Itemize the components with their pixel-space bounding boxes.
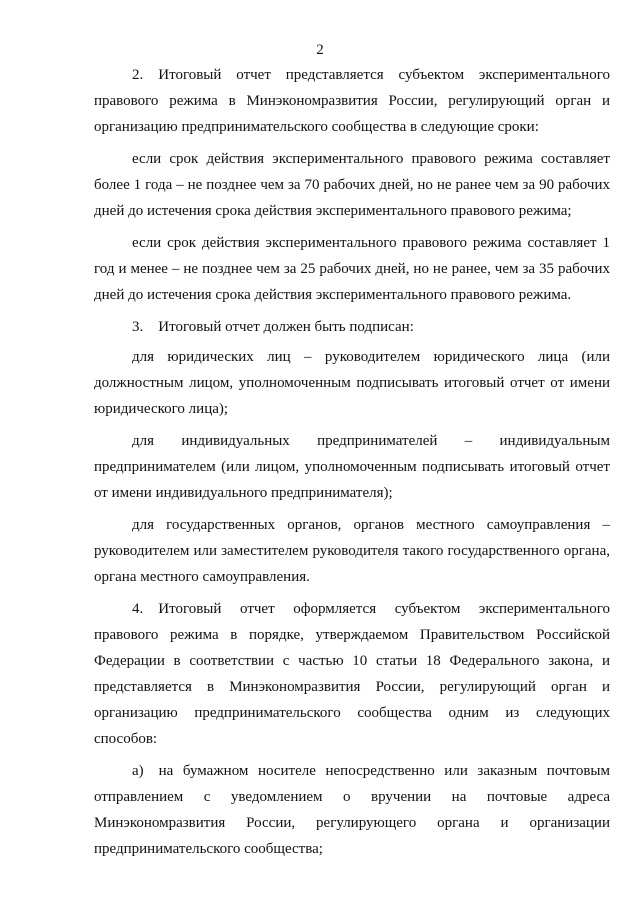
paragraph-legal-entities: для юридических лиц – руководителем юридического лица (или должностным лицом, уполномоченным подписывать итоговый отчет от имени юридического лица); [94,349,610,417]
paragraph-government-bodies: для государственных органов, органов местного самоуправления – руководителем или заместителем руководителя такого государственного органа, органа местного самоуправления. [94,517,610,585]
paragraph-2-deadlines: 2. Итоговый отчет представляется субъектом экспериментального правового режима в Минэкономразвития России, регулирующий орган и организацию предпринимательского сообщества в следующие сроки: [94,67,610,135]
document-body [94,62,610,862]
paragraph-3-signature: 3. Итоговый отчет должен быть подписан: [132,319,414,335]
paragraph-term-over-1-year: если срок действия экспериментального правового режима составляет более 1 года – не позднее чем за 70 рабочих дней, но не ранее чем за 90 рабочих дней до истечения срока действия экспериментального правового режима; [94,151,610,219]
paragraph-individual-entrepreneurs: для индивидуальных предпринимателей – индивидуальным предпринимателем (или лицом, уполномоченным подписывать итоговый отчет от имени индивидуального предпринимателя); [94,433,610,501]
page-number: 2 [316,42,324,58]
paragraph-a-paper-submission: а) на бумажном носителе непосредственно или заказным почтовым отправлением с уведомлением о вручении на почтовые адреса Минэкономразвития России, регулирующего органа и организации предпринимательского сообщества; [94,763,610,857]
paragraph-4-report-submission: 4. Итоговый отчет оформляется субъектом экспериментального правового режима в порядке, утверждаемом Правительством Российской Федерации в соответствии с частью 10 статьи 18 Федерального закона, и представляется в Минэкономразвития России, регулирующий орган и организацию предпринимательского сообщества одним из следующих способов: [94,601,610,747]
paragraph-term-1-year-or-less: если срок действия экспериментального правового режима составляет 1 год и менее – не позднее чем за 25 рабочих дней, но не ранее, чем за 35 рабочих дней до истечения срока действия экспериментального правового режима. [94,235,610,303]
